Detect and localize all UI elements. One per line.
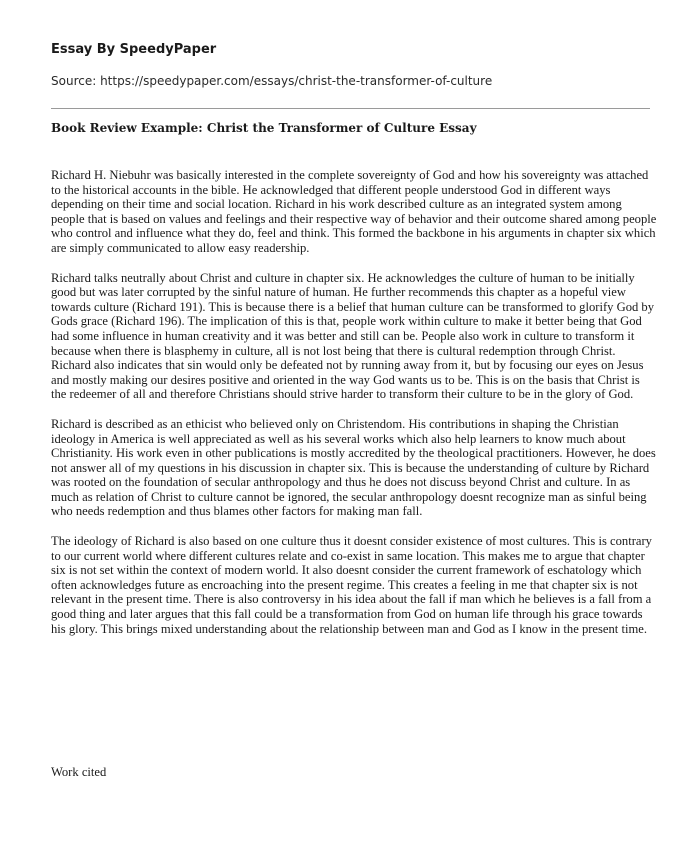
essay-paragraph: The ideology of Richard is also based on one culture thus it doesnt consider existence of most cultures. This is contrary to our current world where different cultures relate and co-exist in same location. This makes me to argue that chapter six is not set within the context of modern world. It also doesnt consider the current framework of eschatology which often acknowledges future as encroaching into the present regime. This creates a feeling in me that chapter six is not relevant in the present time. There is also controversy in his idea about the fall if man which he believes is a fall from a good thing and later argues that this fall could be a transformation from God on human life through his grace towards his glory. This brings mixed understanding about the relationship between man and God as I know in the present time. [51,534,652,636]
essay-title: Book Review Example: Christ the Transformer of Culture Essay [51,121,477,135]
header-divider [51,108,650,109]
source-line: Source: https://speedypaper.com/essays/christ-the-transformer-of-culture [51,74,493,88]
work-cited-heading: Work cited [51,765,107,779]
essay-body [51,168,657,651]
essay-paragraph: Richard talks neutrally about Christ and culture in chapter six. He acknowledges the culture of human to be initially good but was later corrupted by the sinful nature of human. He further recommends this chapter as a hopeful view towards culture (Richard 191). This is because there is a belief that human culture can be transformed to glorify God by Gods grace (Richard 196). The implication of this is that, people work within culture to make it better being that God had some influence in human creativity and it was better and still can be. People also work in culture to transform it because when there is blasphemy in culture, all is not lost being that there is cultural redemption through Christ. Richard also indicates that sin would only be defeated not by running away from it, but by focusing our eyes on Jesus and mostly making our desires positive and oriented in the way God wants us to be. This is on the basis that Christ is the redeemer of all and therefore Christians should strive harder to transform their culture to be in the glory of God. [51,270,655,402]
site-title: Essay By SpeedyPaper [51,42,217,57]
essay-paragraph: Richard is described as an ethicist who believed only on Christendom. His contributions in shaping the Christian ideology in America is well appreciated as well as his several works which also help learners to know much about Christianity. His work even in other publications is mostly accredited by the theological practitioners. However, he does not answer all of my questions in his discussion in chapter six. This is because the understanding of culture by Richard was rooted on the foundation of secular anthropology and thus he does not discuss beyond Christ and culture. In as much as relation of Christ to culture cannot be ignored, the secular anthropology doesnt recognize man as sinful being who needs redemption and thus blames other factors for making man fall. [51,416,656,519]
essay-paragraph: Richard H. Niebuhr was basically interested in the complete sovereignty of God and how his sovereignty was attached to the historical accounts in the bible. He acknowledged that different people understood God in different ways depending on their time and social location. Richard in his work described culture as an integrated system among people that is based on values and feelings and their respective way of behavior and their outcome shared among people who control and influence what they do, feel and think. This formed the backbone in his arguments in chapter six which are simply communicated to allow easy readership. [51,168,657,255]
